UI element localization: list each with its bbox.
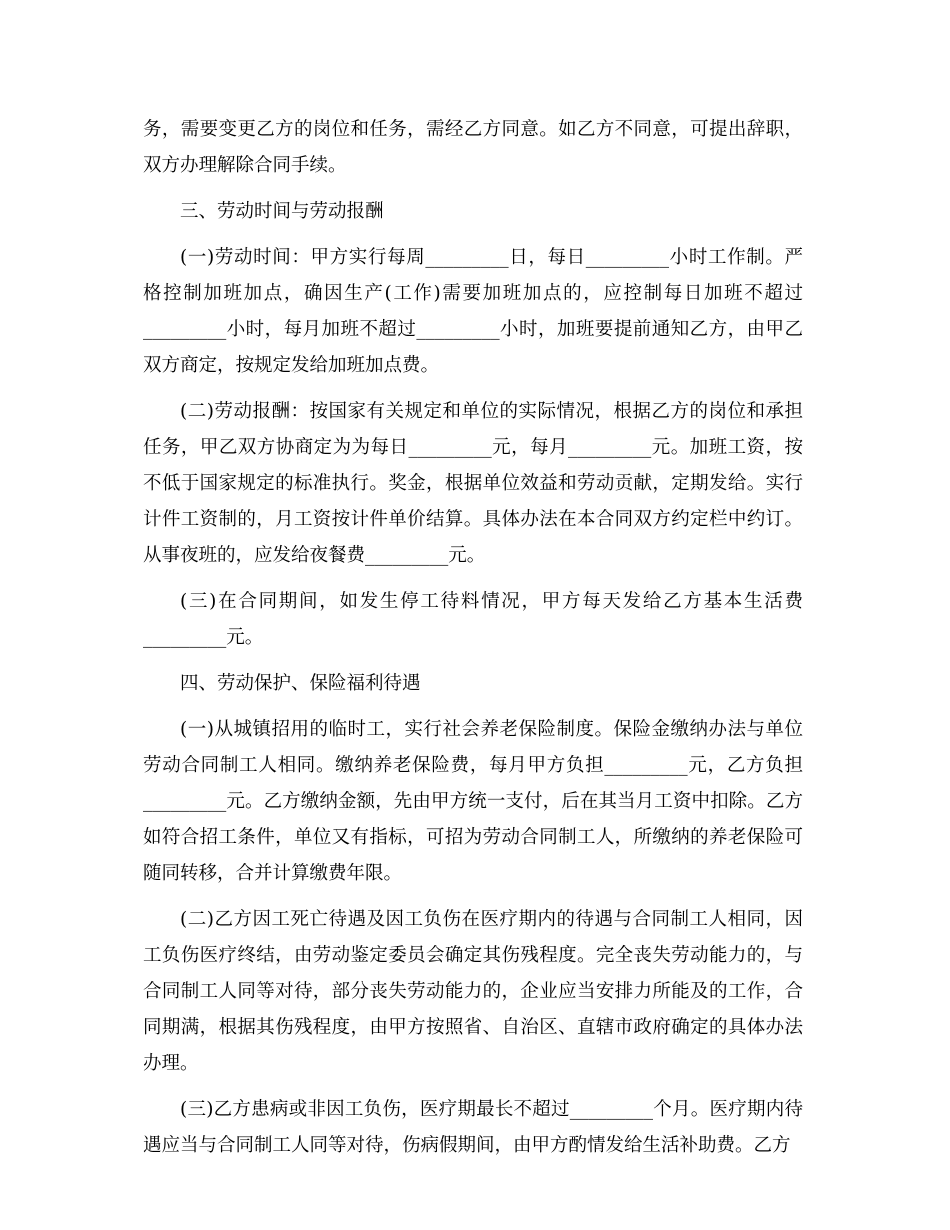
paragraph-working-hours: (一)劳动时间：甲方实行每周_________日，每日_________小时工作制。严格控制加班加点，确因生产(工作)需要加班加点的，应控制每日加班不超过_________小时，每月加班不超过_________小时，加班要提前通知乙方，由甲乙双方商定，按规定发给加班加点费。 bbox=[143, 247, 803, 376]
paragraph-idle-allowance: (三)在合同期间，如发生停工待料情况，甲方每天发给乙方基本生活费_________元。 bbox=[143, 591, 803, 648]
paragraph-work-injury: (二)乙方因工死亡待遇及因工负伤在医疗期内的待遇与合同制工人相同，因工负伤医疗终结，由劳动鉴定委员会确定其伤残程度。完全丧失劳动能力的，与合同制工人同等对待，部分丧失劳动能力的，企业应当安排力所能及的工作，合同期满，根据其伤残程度，由甲方按照省、自治区、直辖市政府确定的具体办法办理。 bbox=[143, 909, 803, 1074]
section-heading-4: 四、劳动保护、保险福利待遇 bbox=[180, 673, 421, 694]
section-heading-3: 三、劳动时间与劳动报酬 bbox=[180, 201, 384, 222]
document-body bbox=[143, 112, 803, 1174]
paragraph-illness: (三)乙方患病或非因工负伤，医疗期最长不超过_________个月。医疗期内待遇应当与合同制工人同等对待，伤病假期间，由甲方酌情发给生活补助费。乙方 bbox=[143, 1099, 803, 1156]
paragraph-remuneration: (二)劳动报酬：按国家有关规定和单位的实际情况，根据乙方的岗位和承担任务，甲乙双方协商定为为每日_________元，每月_________元。加班工资，按不低于国家规定的标准执行。奖金，根据单位效益和劳动贡献，定期发给。实行计件工资制的，月工资按计件单价结算。具体办法在本合同双方约定栏中约订。从事夜班的，应发给夜餐费_________元。 bbox=[143, 401, 803, 566]
paragraph-continuation: 务，需要变更乙方的岗位和任务，需经乙方同意。如乙方不同意，可提出辞职，双方办理解除合同手续。 bbox=[143, 119, 803, 176]
paragraph-pension-insurance: (一)从城镇招用的临时工，实行社会养老保险制度。保险金缴纳办法与单位劳动合同制工人相同。缴纳养老保险费，每月甲方负担_________元，乙方负担_________元。乙方缴纳金额，先由甲方统一支付，后在其当月工资中扣除。乙方如符合招工条件，单位又有指标，可招为劳动合同制工人，所缴纳的养老保险可随同转移，合并计算缴费年限。 bbox=[143, 719, 803, 884]
